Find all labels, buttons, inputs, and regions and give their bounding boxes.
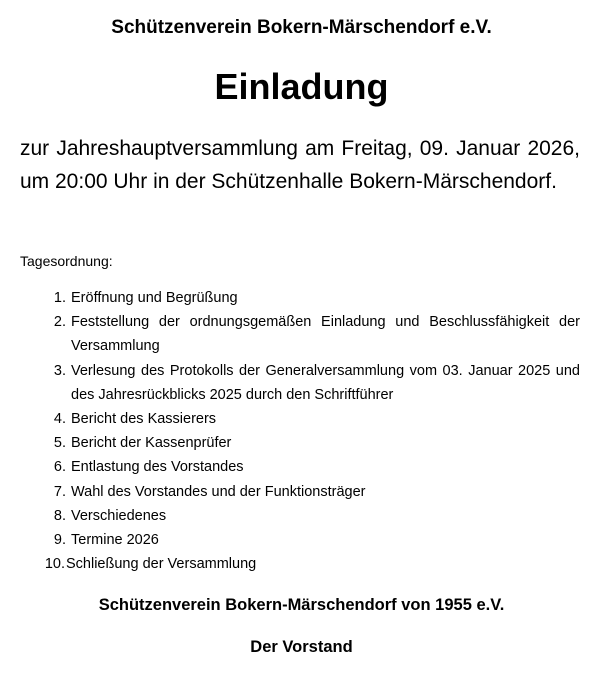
agenda-item-number: 10. [44, 556, 65, 573]
agenda-item-number: 9. [53, 532, 66, 549]
agenda-item [20, 310, 580, 358]
club-name-header: Schützenverein Bokern-Märschendorf e.V. [111, 17, 492, 38]
agenda-item [20, 286, 580, 310]
agenda-item-number: 3. [53, 362, 66, 379]
agenda-item-number: 7. [53, 483, 66, 500]
closing-club-name: Schützenverein Bokern-Märschendorf von 1955 e.V. [98, 596, 505, 614]
agenda-item [20, 455, 580, 479]
agenda-item-text: Termine 2026 [71, 532, 159, 549]
agenda-item-text: Eröffnung und Begrüßung [71, 290, 238, 306]
agenda-item-text: Bericht des Kassierers [71, 411, 217, 428]
agenda-item-text: Entlastung des Vorstandes [71, 459, 244, 476]
invitation-intro-text: zur Jahreshauptversammlung am Freitag, 09. Januar 2026, um 20:00 Uhr in der Schützenhalle Bokern-Märschendorf. [20, 137, 580, 193]
agenda-item-text: Schließung der Versammlung [66, 556, 257, 573]
agenda-list [20, 286, 580, 576]
agenda-item-number: 4. [53, 411, 66, 428]
signature: Der Vorstand [250, 638, 353, 656]
agenda-item [20, 504, 580, 528]
agenda-item-text: Bericht der Kassenprüfer [71, 435, 232, 452]
agenda-item-number: 2. [53, 314, 66, 331]
agenda-item [20, 480, 580, 504]
agenda-item-number: 6. [53, 459, 66, 476]
agenda-item-text: Verlesung des Protokolls der Generalversammlung vom 03. Januar 2025 und des Jahresrückblicks 2025 durch den Schriftführer [71, 362, 580, 403]
agenda-item-text: Feststellung der ordnungsgemäßen Einladung und Beschlussfähigkeit der Versammlung [71, 314, 580, 355]
agenda-item-number: 5. [53, 435, 66, 452]
document-title: Einladung [214, 66, 389, 107]
agenda-item-text: Verschiedenes [71, 507, 167, 524]
agenda-item [20, 407, 580, 431]
agenda-item [20, 528, 580, 552]
agenda-item [20, 552, 580, 576]
agenda-item [20, 431, 580, 455]
agenda-item-number: 8. [53, 507, 66, 524]
agenda-item-number: 1. [53, 290, 66, 306]
agenda-item-text: Wahl des Vorstandes und der Funktionsträger [71, 483, 366, 500]
agenda-item [20, 359, 580, 407]
agenda-heading: Tagesordnung: [20, 253, 113, 269]
